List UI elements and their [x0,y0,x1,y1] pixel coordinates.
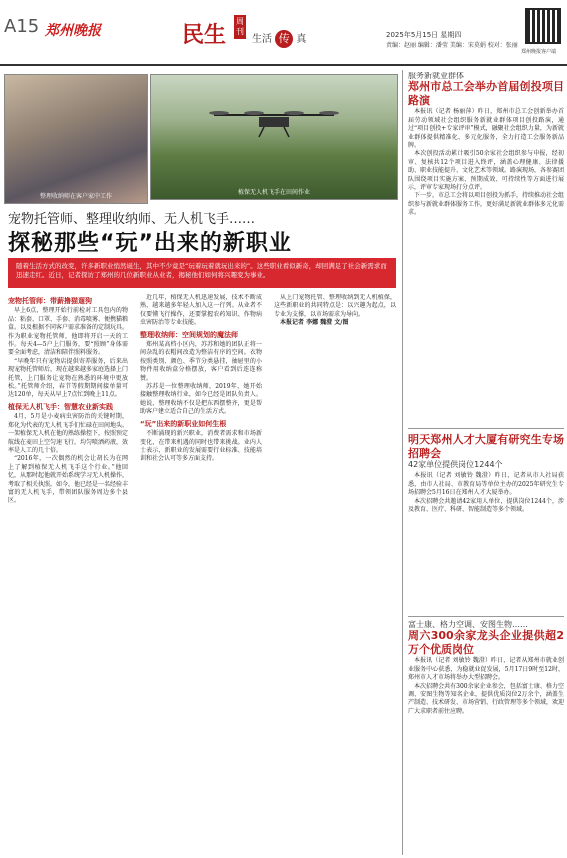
paragraph: 下一步，市总工会将以项目创投为抓手，持续推动社会组织参与新就业群体服务工作，更好满足新就业群体多元化需求。 [408,192,564,217]
paragraph: 郑州某高档小区内，苏苏和她的团队正将一间杂乱的衣帽间改造为整洁有序的空间。衣物按照类别、颜色、季节分类悬挂，抽屉里的小物件用收纳盒分格摆放，客户看到后连连称赞。 [140,341,262,382]
column-divider [402,70,403,855]
paragraph: 早上6点，整理开始行前检对工具包内的物品：粘套、口罩、手套、消毒喷雾、便携猫粮盒。以及根据不同客户需求准备的定制玩具。作为职业宠物托管师，他即将开启一天的工作。每天4—5户上门服务，要“照顾”身体需要全面考虑，清洁和陪伴照料服务。 [8,307,128,357]
section-heading: 植保无人机飞手：智慧农业新实践 [8,402,113,411]
photo-drone [150,74,398,200]
story-kicker: 服务新就业群体 [408,72,464,80]
story-title: 明天郑州人才大厦有研究生专场招聘会 [408,433,564,460]
article-headline: 探秘那些“玩”出来的新职业 [8,231,292,256]
qr-code-icon [525,8,561,44]
paragraph: 从上门宠物托管、整理收纳到无人机植保，这些新职业的共同特点是：以兴趣为起点，以专业为支撑，以市场需求为导向。 [274,294,396,318]
photo-organizer [4,74,148,204]
story-title: 周六300余家龙头企业提供超2万个优质岗位 [408,629,564,657]
section-title: 民生 [182,23,227,48]
section-subtitle: 生活 传 真 [252,30,306,48]
paragraph: 本报讯（记者 刘敏铃 魏澄）昨日，记者从市人社局获悉，由市人社局、市教育局等单位主办的2025年研究生专场招聘会5月16日在郑州人才大厦举办。 [408,472,564,497]
section-heading: “玩”出来的新职业如何生根 [140,419,227,428]
paragraph: 苏苏是一位整理收纳师，2019年，她开始接触整理收纳行业，如今已经是团队负责人。她说，整理收纳不仅是把东西摆整齐，更是帮助客户建立适合自己的生活方式。 [140,383,262,416]
paragraph: 本报讯（记者 刘敏铃 魏澄）昨日，记者从郑州市就业创业服务中心获悉，为稳就业促发展，5月17日9时至12时，郑州市人才市场将举办大型招聘会。 [408,657,564,682]
photo-caption: 整理收纳师在客户家中工作 [39,193,112,200]
sidebar-story-3 [408,612,564,856]
paragraph: 本次创投活动累计吸引50余家社会组织参与申报，经初审、复核共12个项目进入终评，涵盖心理健康、法律援助、职业技能提升、文化艺术等领域。路演现场，各参赛团队围绕项目实施方案、预期成效、可持续性等方面进行展示，评审专家现场打分点评。 [408,150,564,192]
section-heading: 整理收纳师：空间规划的魔法师 [140,330,238,339]
photo-caption: 植保无人机飞手在田间作业 [237,189,310,196]
article-byline: 本报记者 李娜 魏澄 文/图 [280,319,349,327]
paragraph: 本报讯（记者 杨丽萍）昨日，郑州市总工会创新举办首届劳动领域社会组织服务新就业群体项目创投路演，通过“项目创投+专家评审”模式，融聚社会组织力量，为新就业群体提供精准化、多元化服务，全力打造工会服务新品牌。 [408,108,564,150]
sidebar-story-1 [408,72,564,418]
paragraph: 近几年，植保无人机迅速发展，技术不断成熟，越来越多年轻人加入这一行列。从业者不仅要懂飞行操作，还要掌握农药知识、作物病虫害防治等专业技能。 [140,294,262,327]
dateline: 2025年5月15日 星期四 [386,31,462,39]
paragraph: “2016年，一次偶然的机会让胡长为在网上了解到植保无人机飞手这个行业。”他回忆，从那时起他就开始系统学习无人机操作，考取了相关执照。如今，他已经是一名经验丰富的无人机飞手，带领团队服务周边多个县区。 [8,455,128,505]
masthead [0,0,567,66]
sidebar-story-2 [408,424,564,608]
drone-icon [209,103,339,139]
paragraph: 本次招聘会共邀请42家用人单位，提供岗位1244个，涉及教育、医疗、科研、智能制造等多个领域。 [408,497,564,514]
article-column-2 [140,294,262,849]
divider [408,428,564,429]
qr-caption: 郑州晚报客户端 [521,49,557,55]
paragraph: 本次招聘会共有300余家企业参会，包括富士康、格力空调、安图生物等知名企业，提供优质岗位2万余个，涵盖生产制造、技术研发、市场营销、行政管理等多个领域，欢迎广大求职者前往应聘。 [408,682,564,715]
section-heading: 宠物托管师：带薪撸猫遛狗 [8,297,92,305]
article-intro: 随着生活方式的改变，许多新职业悄然诞生，其中不少竟是“玩着玩着就玩出来的”。这些职业看似新奇，却回满足了社会新需求而迅速走红。近日，记者探访了郑州的几位新职业从业者，揭秘他们如何将兴趣变为事业。 [8,258,396,288]
article-subtitle: 宠物托管师、整理收纳师、无人机飞手…… [8,212,256,227]
story-kicker: 富士康、格力空调、安图生物…… [408,620,528,629]
paragraph: 不断涌现的新兴职业，消费者需求和市场新变化，在带来机遇的同时也带来挑战。业内人士表示，新职业的发展需要行业标准、技能培训和社会认可等多方面支持。 [140,430,262,463]
paragraph: “早晚年只有宠物店提供寄养服务，后来出现宠物托管师后，现在越来越多家庭选择上门托管，上门服务让宠物在熟悉的环境中更放松。”托管师介绍，春节等假期期间接单量可达120单，每天从早上7点忙到晚上11点。 [8,357,128,399]
staff-credits: 责编：赵丽 编辑：潘莹 美编：宋莫娟 校对：张丽 [386,42,518,49]
page-number: A15 [4,16,40,37]
story-title: 郑州市总工会举办首届创投项目路演 [408,80,564,108]
paragraph: 4月，5月是小麦病虫害防治的关键时期，郑化为代表的无人机飞手们忙碌在田间地头。一架植保无人机在他的熟练操控下，按照预定航线在麦田上空匀速飞行，均匀喷洒药液，效率是人工的几十倍。 [8,413,128,454]
article-column-3 [274,294,396,849]
paper-name: 郑州晚报 [45,23,101,39]
divider [408,616,564,617]
article-column-1 [8,294,128,849]
story-subtitle: 42家单位提供岗位1244个 [408,460,503,469]
section-vertical: 周刊 [234,15,246,39]
